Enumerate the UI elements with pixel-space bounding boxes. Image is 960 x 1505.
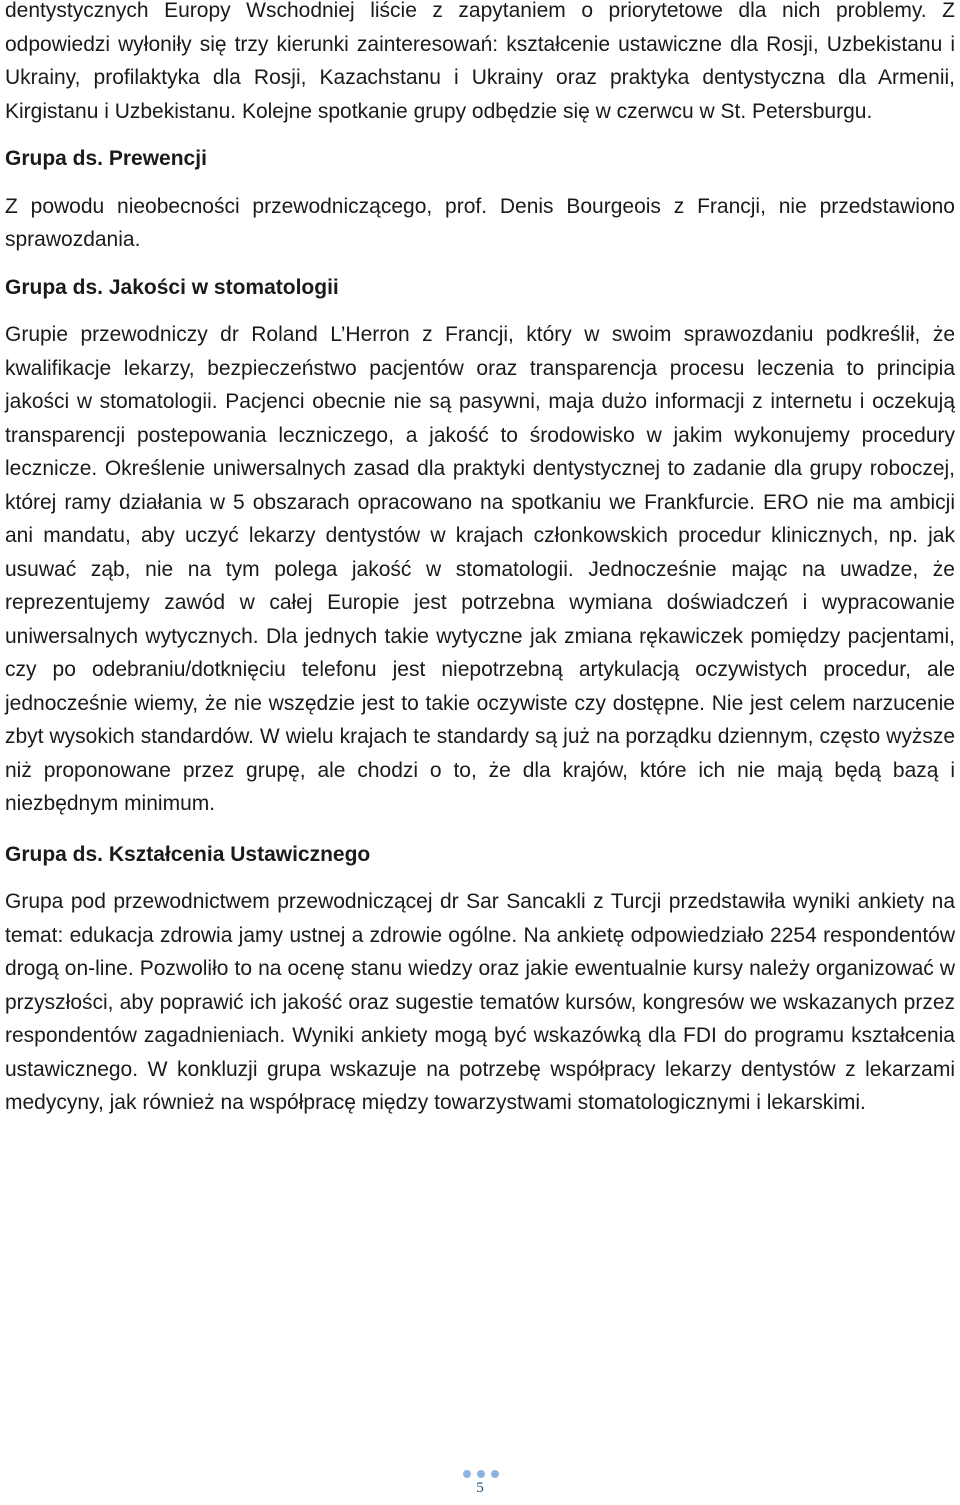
footer-dot-icon <box>463 1470 471 1478</box>
section-heading-continuing-education: Grupa ds. Kształcenia Ustawicznego <box>5 842 371 866</box>
section-paragraph-prevention: Z powodu nieobecności przewodniczącego, prof. Denis Bourgeois z Francji, nie przedstawiono sprawozdania. <box>5 194 955 251</box>
section-paragraph-quality: Grupie przewodniczy dr Roland L’Herron z Francji, który w swoim sprawozdaniu podkreślił, że kwalifikacje lekarzy, bezpieczeństwo pacjentów oraz transparencja procesu leczenia to principia jakości w stomatologii. Pacjenci obecnie nie są pasywni, maja dużo informacji z internetu i oczekują transparencji postepowania leczniczego, a jakość to środowisko w jakim wykonujemy procedury lecznicze. Określenie uniwersalnych zasad dla praktyki dentystycznej to zadanie dla grupy roboczej, której ramy działania w 5 obszarach opracowano na spotkaniu we Frankfurcie. ERO nie ma ambicji ani mandatu, aby uczyć lekarzy dentystów w krajach członkowskich procedur klinicznych, np. jak usuwać ząb, nie na tym polega jakość w stomatologii. Jednocześnie mając na uwadze, że reprezentujemy zawód w całej Europie jest potrzebna wymiana doświadczeń i wypracowanie uniwersalnych wytycznych. Dla jednych takie wytyczne jak zmiana rękawiczek pomiędzy pacjentami, czy po odebraniu/dotknięciu telefonu jest niepotrzebną artykulacją oczywistych procedur, ale jednocześnie wiemy, że nie wszędzie jest to takie oczywiste czy dostępne. Nie jest celem narzucenie zbyt wysokich standardów. W wielu krajach te standardy są już na porządku dziennym, często wyższe niż proponowane przez grupę, ale chodzi o to, że dla krajów, które ich nie mają będą bazą i niezbędnym minimum. <box>5 323 955 815</box>
footer-dot-icon <box>491 1470 499 1478</box>
page-footer <box>0 1470 960 1497</box>
document-page <box>5 0 955 1120</box>
footer-dots-ornament <box>2 1470 960 1478</box>
footer-dot-icon <box>477 1470 485 1478</box>
section-heading-quality: Grupa ds. Jakości w stomatologii <box>5 275 339 299</box>
section-heading-prevention: Grupa ds. Prewencji <box>5 147 207 170</box>
intro-paragraph: dentystycznych Europy Wschodniej liście z zapytaniem o priorytetowe dla nich problemy. Z odpowiedzi wyłoniły się trzy kierunki zainteresowań: kształcenie ustawiczne dla Rosji, Uzbekistanu i Ukrainy, profilaktyka dla Rosji, Kazachstanu i Ukrainy oraz praktyka dentystyczna dla Armenii, Kirgistanu i Uzbekistanu. Kolejne spotkanie grupy odbędzie się w czerwcu w St. Petersburgu. <box>5 0 955 123</box>
section-paragraph-continuing-education: Grupa pod przewodnictwem przewodniczącej dr Sar Sancakli z Turcji przedstawiła wyniki ankiety na temat: edukacja zdrowia jamy ustnej a zdrowie ogólne. Na ankietę odpowiedziało 2254 respondentów drogą on-line. Pozwoliło to na ocenę stanu wiedzy oraz jakie ewentualnie kursy należy organizować w przyszłości, aby poprawić ich jakość oraz sugestie tematów kursów, kongresów we wskazanych przez respondentów zagadnieniach. Wyniki ankiety mogą być wskazówką dla FDI do programu kształcenia ustawicznego. W konkluzji grupa wskazuje na potrzebę współpracy lekarzy dentystów z lekarzami medycyny, jak również na współpracę między towarzystwami stomatologicznymi i lekarskimi. <box>5 890 955 1114</box>
page-number: 5 <box>476 1480 484 1496</box>
